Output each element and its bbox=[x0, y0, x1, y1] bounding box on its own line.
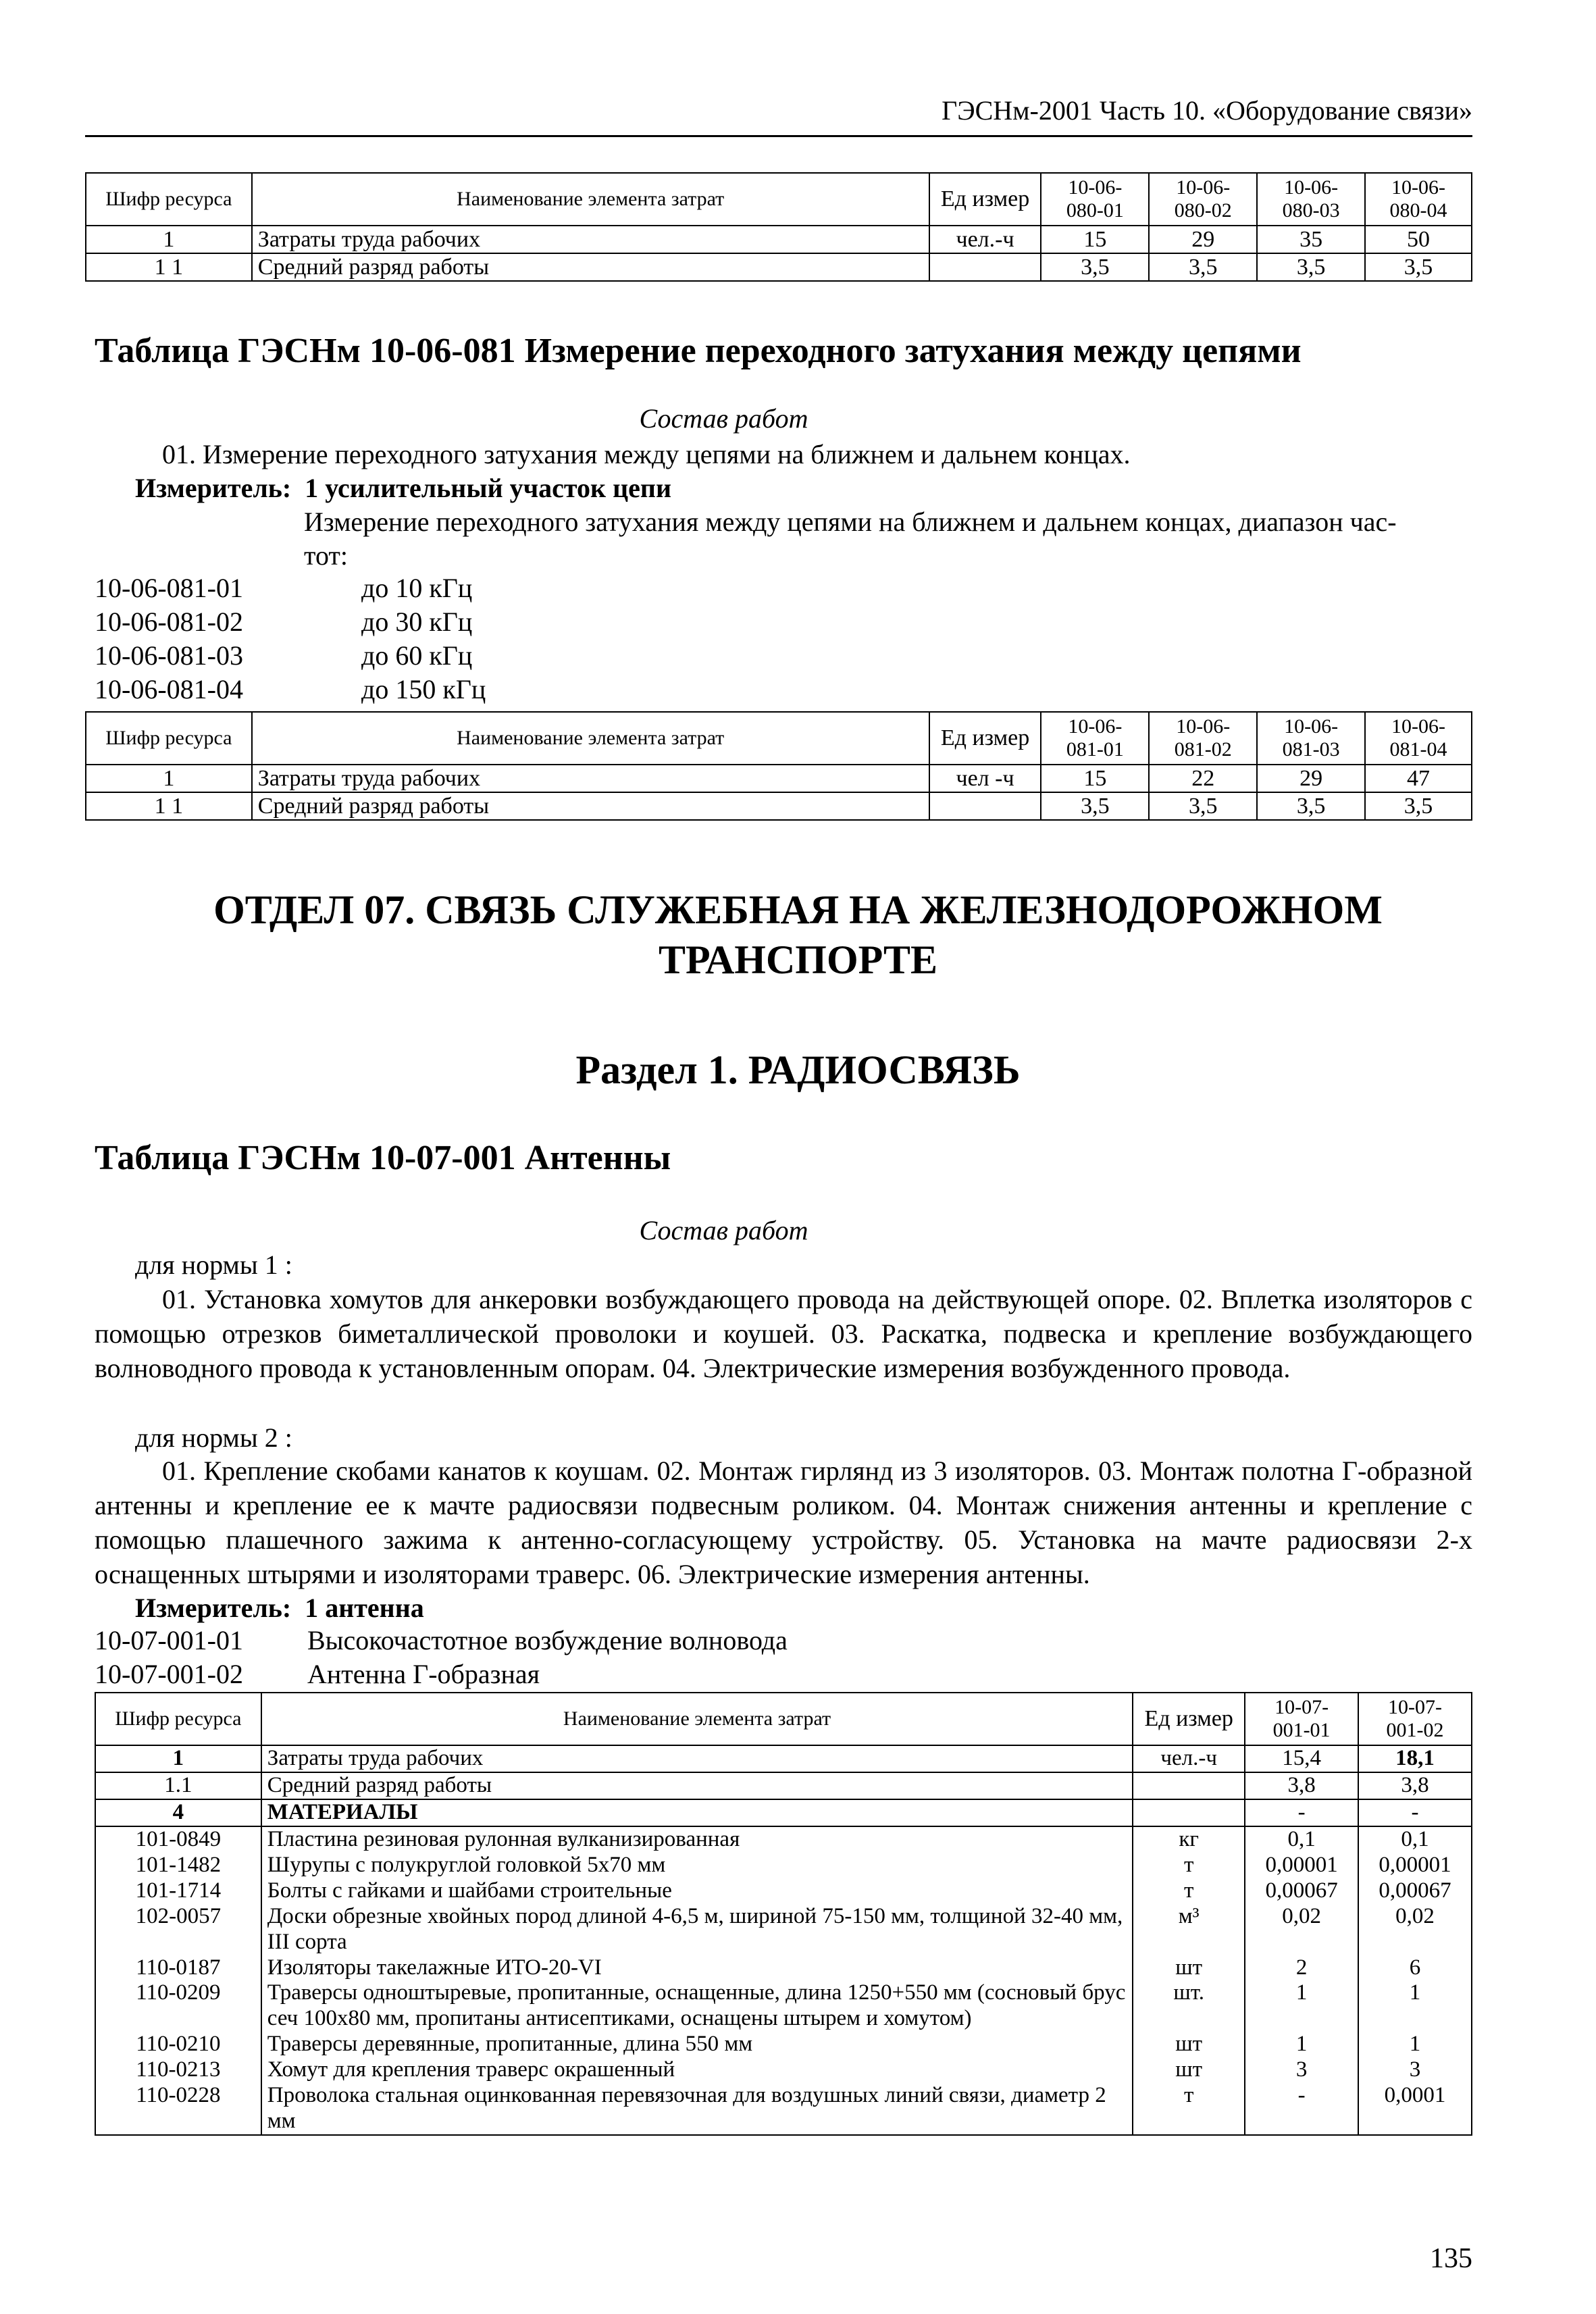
code-item: 10-06-081-03 bbox=[95, 640, 243, 671]
department-heading-line: ОТДЕЛ 07. СВЯЗЬ СЛУЖЕБНАЯ НА ЖЕЛЕЗНОДОРОЖНОМ bbox=[213, 888, 1383, 932]
table-row bbox=[95, 2032, 1472, 2057]
cell: Затраты труда рабочих bbox=[261, 1745, 1133, 1772]
meter-value: 1 антенна bbox=[305, 1593, 424, 1623]
cell: 3,5 bbox=[1257, 253, 1365, 281]
col-header: Шифр ресурса bbox=[86, 173, 252, 226]
cell: 47 bbox=[1365, 765, 1472, 792]
cell: 3,5 bbox=[1041, 253, 1149, 281]
cell: 3,8 bbox=[1358, 1772, 1472, 1799]
table-row bbox=[86, 792, 1472, 820]
cell: 1.1 bbox=[95, 1772, 261, 1799]
code-item-text: до 60 кГц bbox=[361, 640, 473, 671]
running-header: ГЭСНм-2001 Часть 10. «Оборудование связи» bbox=[942, 95, 1472, 126]
work-composition-caption: Состав работ bbox=[639, 1215, 808, 1245]
table-10-07-001 bbox=[95, 1692, 1472, 2136]
cell: МАТЕРИАЛЫ bbox=[261, 1799, 1133, 1826]
table-row bbox=[95, 1853, 1472, 1878]
cell: т bbox=[1133, 1878, 1245, 1904]
cell: кг bbox=[1133, 1826, 1245, 1853]
norm-label: для нормы 2 : bbox=[135, 1422, 292, 1453]
cell: 3,5 bbox=[1041, 792, 1149, 820]
code-item-text: до 30 кГц bbox=[361, 607, 473, 637]
cell bbox=[1133, 1772, 1245, 1799]
cell: Шурупы с полукруглой головкой 5х70 мм bbox=[261, 1853, 1133, 1878]
cell: 1 1 bbox=[86, 253, 252, 281]
table-row bbox=[86, 253, 1472, 281]
cell: т bbox=[1133, 2083, 1245, 2135]
cell: - bbox=[1245, 2083, 1358, 2135]
cell: 3,5 bbox=[1257, 792, 1365, 820]
cell: Доски обрезные хвойных пород длиной 4-6,5 м, шириной 75-150 мм, толщиной 32-40 мм, III сорта bbox=[261, 1904, 1133, 1955]
code-item: 10-07-001-02 bbox=[95, 1659, 243, 1689]
table-row bbox=[95, 1955, 1472, 1981]
cell: 0,00001 bbox=[1245, 1853, 1358, 1878]
cell: 1 bbox=[86, 765, 252, 792]
table-row bbox=[95, 1799, 1472, 1826]
cell: 3 bbox=[1245, 2057, 1358, 2083]
code-item-text: до 10 кГц bbox=[361, 573, 473, 603]
cell: 15 bbox=[1041, 765, 1149, 792]
cell: шт bbox=[1133, 1955, 1245, 1981]
cell: чел -ч bbox=[929, 765, 1041, 792]
code-item-text: Антенна Г-образная bbox=[307, 1659, 540, 1689]
cell: шт bbox=[1133, 2032, 1245, 2057]
cell: 0,1 bbox=[1245, 1826, 1358, 1853]
table-row bbox=[95, 1980, 1472, 2032]
department-heading bbox=[0, 885, 1596, 985]
cell: Пластина резиновая рулонная вулканизированная bbox=[261, 1826, 1133, 1853]
table-row bbox=[95, 2057, 1472, 2083]
work-composition-caption: Состав работ bbox=[639, 403, 808, 434]
cell: 3,8 bbox=[1245, 1772, 1358, 1799]
cell bbox=[1133, 1799, 1245, 1826]
cell: - bbox=[1358, 1799, 1472, 1826]
cell: 0,0001 bbox=[1358, 2083, 1472, 2135]
department-heading-line: ТРАНСПОРТЕ bbox=[658, 937, 938, 982]
col-header: 10-06- 081-03 bbox=[1257, 712, 1365, 765]
cell: Изоляторы такелажные ИТО-20-VI bbox=[261, 1955, 1133, 1981]
cell: 6 bbox=[1358, 1955, 1472, 1981]
cell: 3,5 bbox=[1365, 792, 1472, 820]
col-header: Шифр ресурса bbox=[86, 712, 252, 765]
cell: 0,00001 bbox=[1358, 1853, 1472, 1878]
cell bbox=[929, 792, 1041, 820]
cell: 3,5 bbox=[1365, 253, 1472, 281]
cell: 15 bbox=[1041, 226, 1149, 253]
col-header: Ед измер bbox=[1133, 1693, 1245, 1745]
table-10-06-081 bbox=[85, 711, 1472, 821]
cell: 0,00067 bbox=[1245, 1878, 1358, 1904]
cell: 110-0187 bbox=[95, 1955, 261, 1981]
cell: 18,1 bbox=[1358, 1745, 1472, 1772]
cell: 110-0213 bbox=[95, 2057, 261, 2083]
table-row bbox=[86, 226, 1472, 253]
code-item: 10-07-001-01 bbox=[95, 1625, 243, 1655]
cell: чел.-ч bbox=[929, 226, 1041, 253]
meter-label: Измеритель: bbox=[135, 473, 292, 503]
meter-line bbox=[135, 471, 671, 505]
norm-label: для нормы 1 : bbox=[135, 1250, 292, 1280]
cell: чел.-ч bbox=[1133, 1745, 1245, 1772]
meter-label: Измеритель: bbox=[135, 1593, 292, 1623]
cell: т bbox=[1133, 1853, 1245, 1878]
table-title: Таблица ГЭСНм 10-06-081 Измерение переходного затухания между цепями bbox=[95, 332, 1302, 370]
cell: 3 bbox=[1358, 2057, 1472, 2083]
col-header: 10-06- 080-01 bbox=[1041, 173, 1149, 226]
cell: 22 bbox=[1149, 765, 1257, 792]
cell: 101-1714 bbox=[95, 1878, 261, 1904]
cell: Затраты труда рабочих bbox=[252, 226, 929, 253]
col-header: Наименование элемента затрат bbox=[252, 712, 929, 765]
table-10-06-080 bbox=[85, 172, 1472, 282]
cell: 1 bbox=[1358, 1980, 1472, 2032]
cell: 3,5 bbox=[1149, 253, 1257, 281]
cell: - bbox=[1245, 1799, 1358, 1826]
col-header: 10-06- 081-02 bbox=[1149, 712, 1257, 765]
col-header: 10-07- 001-02 bbox=[1358, 1693, 1472, 1745]
cell: 110-0228 bbox=[95, 2083, 261, 2135]
col-header: 10-06- 080-04 bbox=[1365, 173, 1472, 226]
cell: Проволока стальная оцинкованная перевязочная для воздушных линий связи, диаметр 2 мм bbox=[261, 2083, 1133, 2135]
cell: 50 bbox=[1365, 226, 1472, 253]
cell: Болты с гайками и шайбами строительные bbox=[261, 1878, 1133, 1904]
cell: 1 bbox=[1245, 2032, 1358, 2057]
col-header: Ед измер bbox=[929, 173, 1041, 226]
meter-line bbox=[135, 1591, 424, 1625]
cell: 1 bbox=[95, 1745, 261, 1772]
code-item: 10-06-081-01 bbox=[95, 573, 243, 603]
table-row bbox=[95, 1878, 1472, 1904]
cell: 0,02 bbox=[1245, 1904, 1358, 1955]
table-row bbox=[86, 765, 1472, 792]
code-item: 10-06-081-02 bbox=[95, 607, 243, 637]
cell: 29 bbox=[1257, 765, 1365, 792]
table-row bbox=[95, 1772, 1472, 1799]
cell: 1 1 bbox=[86, 792, 252, 820]
desc-line: Измерение переходного затухания между цепями на ближнем и дальнем концах, диапазон час- bbox=[304, 507, 1397, 537]
norm-text: 01. Установка хомутов для анкеровки возбуждающего провода на действующей опоре. 02. Вплетка изоляторов с помощью отрезков биметаллической проволоки и коушей. 03. Раскатка, подвеска и крепление возбуждающего волноводного провода к установленным опорам. 04. Электрические измерения возбужденного провода. bbox=[95, 1284, 1472, 1383]
cell bbox=[929, 253, 1041, 281]
work-text: 01. Измерение переходного затухания между цепями на ближнем и дальнем концах. bbox=[162, 439, 1131, 469]
cell: 0,02 bbox=[1358, 1904, 1472, 1955]
cell: 35 bbox=[1257, 226, 1365, 253]
table-row bbox=[95, 1745, 1472, 1772]
norm-text: 01. Крепление скобами канатов к коушам. 02. Монтаж гирлянд из 3 изоляторов. 03. Монтаж полотна Г-образной антенны и крепление ее к мачте радиосвязи подвесным роликом. 04. Монтаж снижения антенны и крепление с помощью плашечного зажима к антенно-согласующему устройству. 05. Установка на мачте радиосвязи 2-х оснащенных штырями и изоляторами траверс. 06. Электрические измерения антенны. bbox=[95, 1456, 1472, 1589]
cell: 0,00067 bbox=[1358, 1878, 1472, 1904]
code-item-text: Высокочастотное возбуждение волновода bbox=[307, 1625, 788, 1655]
cell: шт. bbox=[1133, 1980, 1245, 2032]
cell: 102-0057 bbox=[95, 1904, 261, 1955]
table-row bbox=[95, 2083, 1472, 2135]
col-header: Ед измер bbox=[929, 712, 1041, 765]
table-row bbox=[95, 1826, 1472, 1853]
cell: м³ bbox=[1133, 1904, 1245, 1955]
col-header: Наименование элемента затрат bbox=[261, 1693, 1133, 1745]
cell: 110-0209 bbox=[95, 1980, 261, 2032]
table-row bbox=[95, 1904, 1472, 1955]
cell: 110-0210 bbox=[95, 2032, 261, 2057]
cell: Траверсы одноштыревые, пропитанные, оснащенные, длина 1250+550 мм (сосновый брус сеч 100х80 мм, пропитаны антисептиками, оснащены штырем и хомутом) bbox=[261, 1980, 1133, 2032]
cell: шт bbox=[1133, 2057, 1245, 2083]
cell: Средний разряд работы bbox=[252, 253, 929, 281]
meter-value: 1 усилительный участок цепи bbox=[305, 473, 671, 503]
cell: Траверсы деревянные, пропитанные, длина 550 мм bbox=[261, 2032, 1133, 2057]
code-item-text: до 150 кГц bbox=[361, 674, 486, 704]
cell: 29 bbox=[1149, 226, 1257, 253]
col-header: 10-07- 001-01 bbox=[1245, 1693, 1358, 1745]
cell: Хомут для крепления траверс окрашенный bbox=[261, 2057, 1133, 2083]
cell: 4 bbox=[95, 1799, 261, 1826]
cell: 1 bbox=[86, 226, 252, 253]
table-title: Таблица ГЭСНм 10-07-001 Антенны bbox=[95, 1139, 671, 1177]
col-header: 10-06- 081-04 bbox=[1365, 712, 1472, 765]
cell: 1 bbox=[1245, 1980, 1358, 2032]
cell: 101-1482 bbox=[95, 1853, 261, 1878]
col-header: 10-06- 080-02 bbox=[1149, 173, 1257, 226]
page-number: 135 bbox=[1430, 2243, 1472, 2274]
cell: 15,4 bbox=[1245, 1745, 1358, 1772]
cell: 101-0849 bbox=[95, 1826, 261, 1853]
header-rule bbox=[85, 135, 1472, 137]
col-header: Шифр ресурса bbox=[95, 1693, 261, 1745]
cell: Затраты труда рабочих bbox=[252, 765, 929, 792]
cell: Средний разряд работы bbox=[261, 1772, 1133, 1799]
section-heading: Раздел 1. РАДИОСВЯЗЬ bbox=[575, 1048, 1021, 1092]
cell: 0,1 bbox=[1358, 1826, 1472, 1853]
code-item: 10-06-081-04 bbox=[95, 674, 243, 704]
cell: 1 bbox=[1358, 2032, 1472, 2057]
cell: Средний разряд работы bbox=[252, 792, 929, 820]
desc-line: тот: bbox=[304, 540, 349, 571]
col-header: 10-06- 081-01 bbox=[1041, 712, 1149, 765]
cell: 3,5 bbox=[1149, 792, 1257, 820]
cell: 2 bbox=[1245, 1955, 1358, 1981]
col-header: Наименование элемента затрат bbox=[252, 173, 929, 226]
col-header: 10-06- 080-03 bbox=[1257, 173, 1365, 226]
